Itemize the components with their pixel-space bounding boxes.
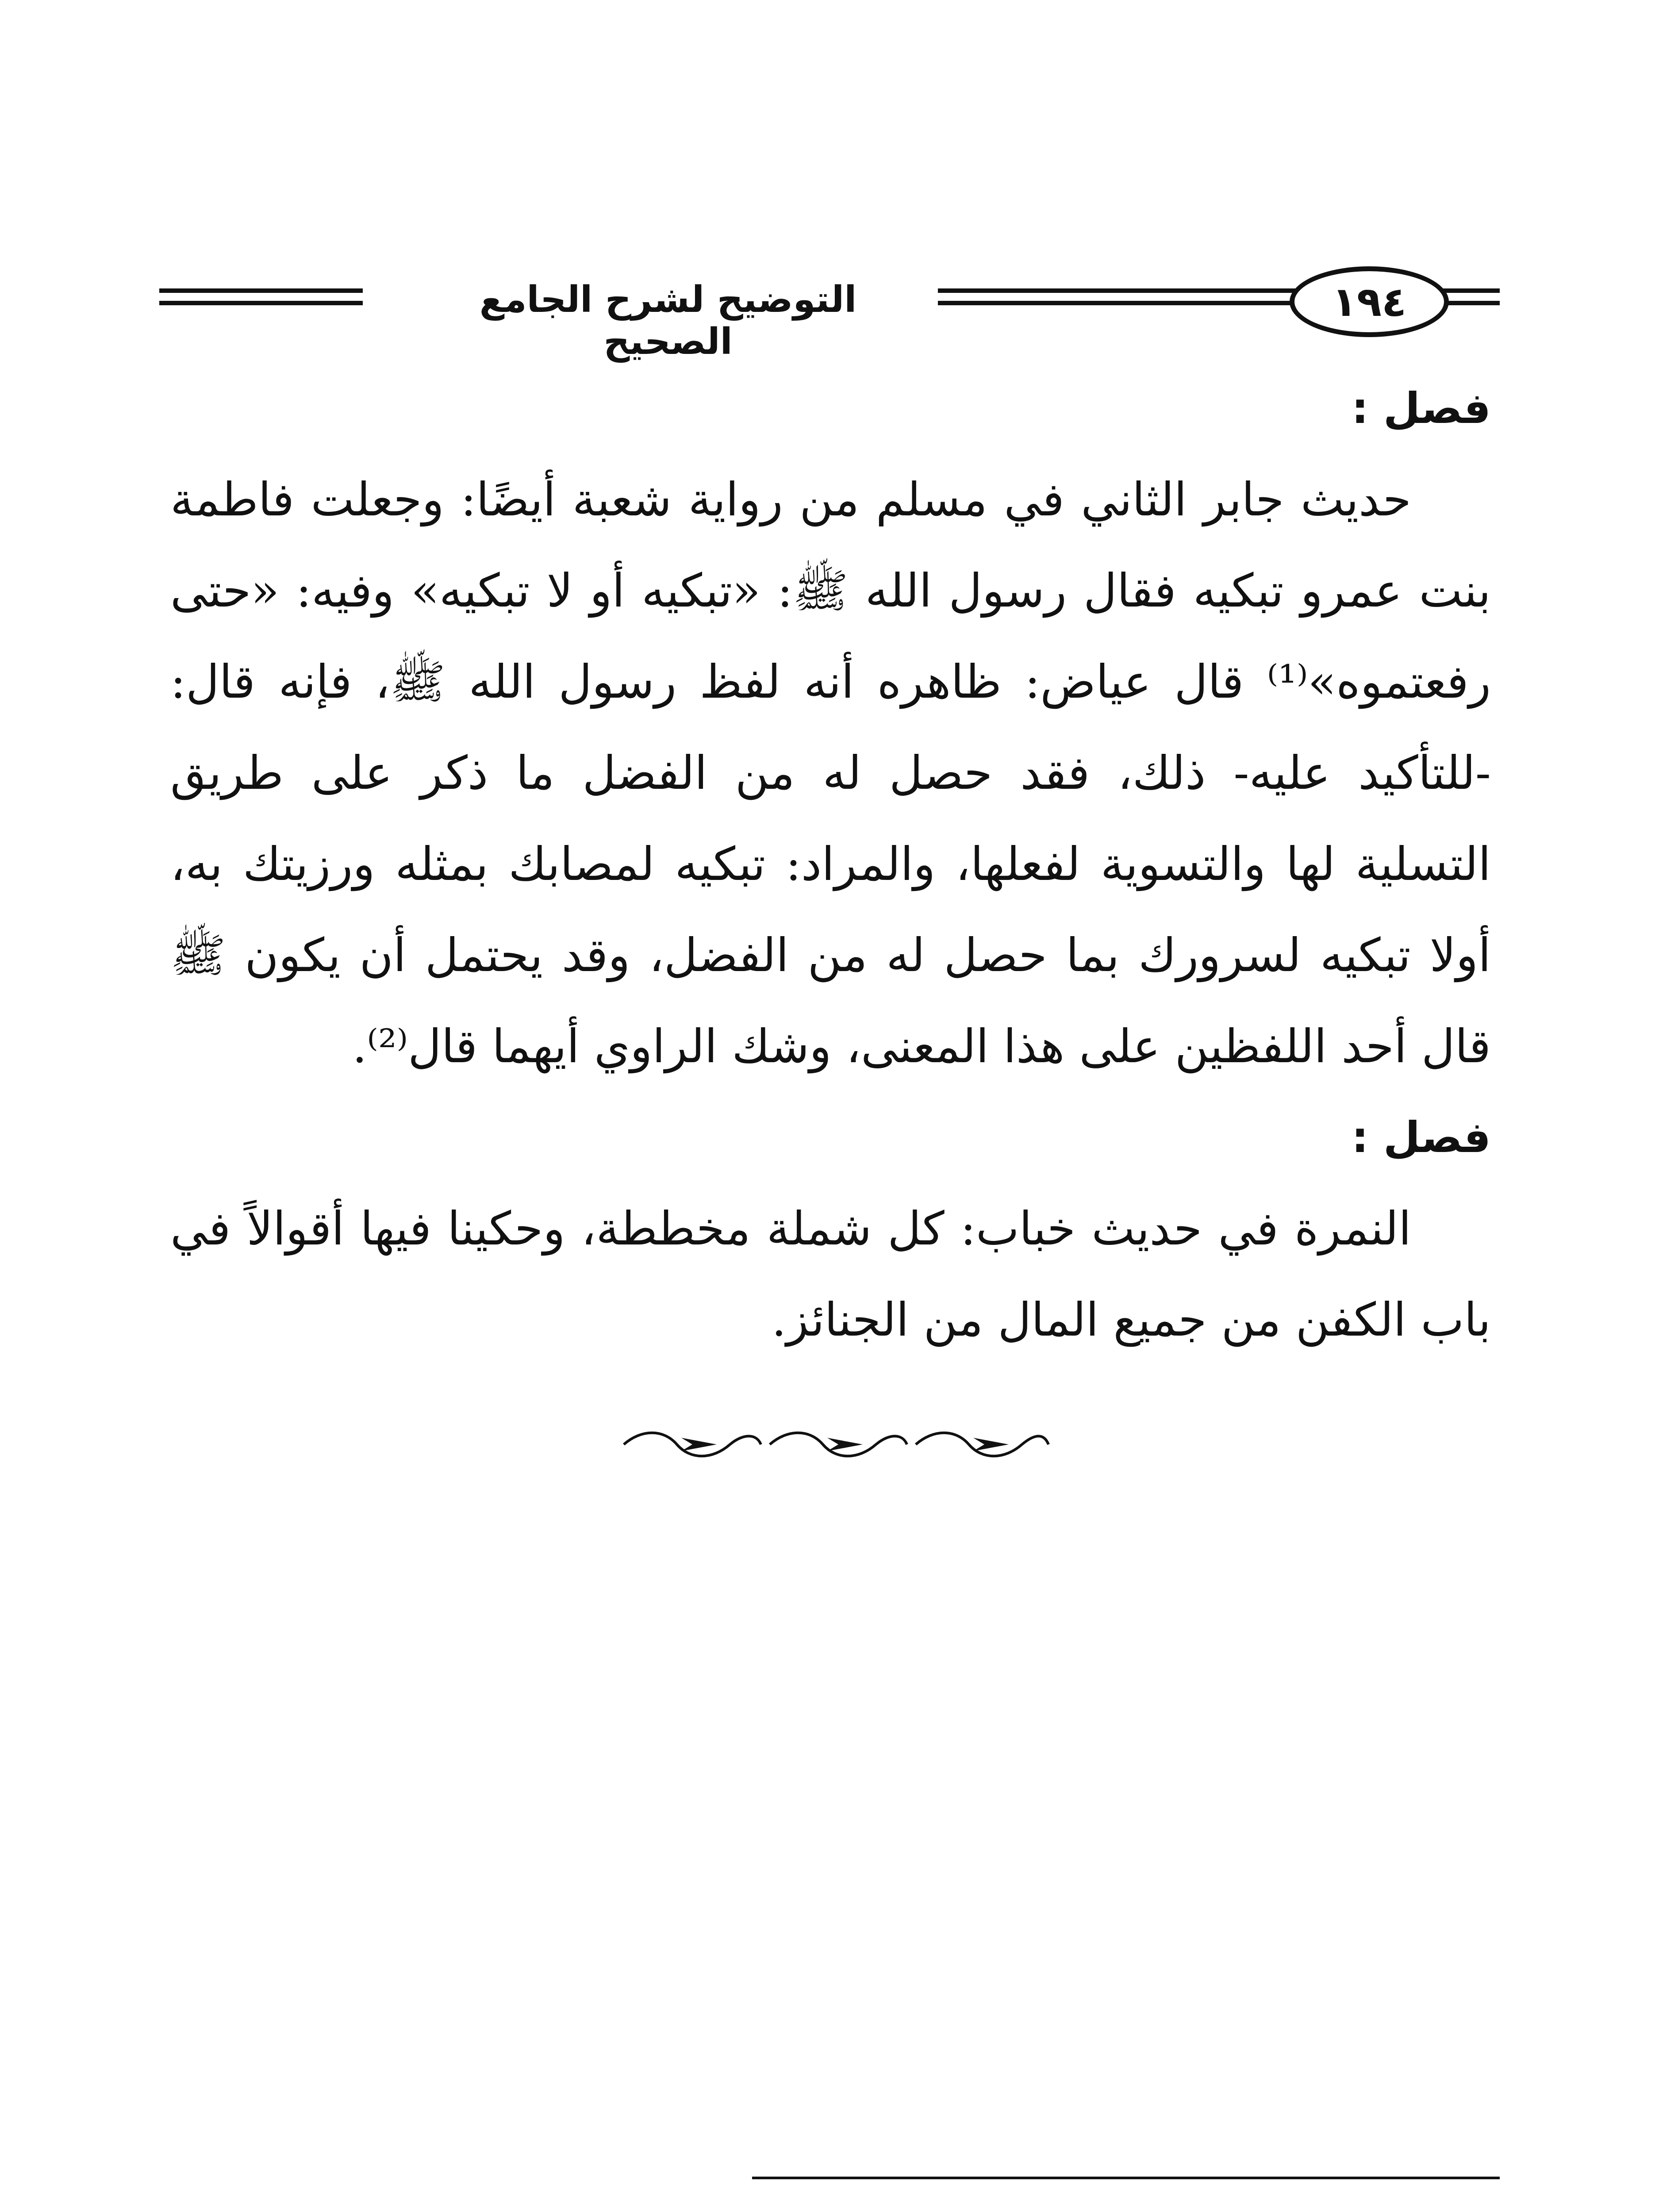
decorative-ornament	[615, 1425, 1057, 1464]
footnotes	[170, 2208, 1491, 2212]
footnote	[170, 2208, 1491, 2212]
page-number: ١٩٤	[1290, 266, 1449, 337]
header-rule-right-lower	[1449, 301, 1500, 305]
paragraph: حديث جابر الثاني في مسلم من رواية شعبة أيضًا: وجعلت فاطمة بنت عمرو تبكيه فقال رسول الله ﷺ: «تبكيه أو لا تبكيه» وفيه: «حتى رفعتموه»⁽¹⁾ قال عياض: ظاهره أنه لفظ رسول الله ﷺ، فإنه قال: -للتأكيد عليه- ذلك، فقد حصل له من الفضل ما ذكر على طريق التسلية لها والتسوية لفعلها، والمراد: تبكيه لمصابك بمثله ورزيتك به، أولا تبكيه لسرورك بما حصل له من الفضل، وقد يحتمل أن يكون ﷺ قال أحد اللفظين على هذا المعنى، وشك الراوي أيهما قال⁽²⁾.	[170, 472, 1491, 1073]
header-rule-left-upper	[159, 288, 363, 293]
header-rule-right-upper	[1449, 288, 1500, 293]
section-heading: فصل :	[1352, 384, 1491, 433]
header-rule-left-lower	[159, 301, 363, 305]
footnote-marker	[1402, 2208, 1491, 2212]
running-header	[159, 265, 1500, 363]
footnote-separator	[752, 2177, 1500, 2179]
section-heading: فصل :	[1352, 1113, 1491, 1162]
paragraph: النمرة في حديث خباب: كل شملة مخططة، وحكينا فيها أقوالاً في باب الكفن من جميع المال من الجنائز.	[170, 1202, 1491, 1347]
main-text	[170, 363, 1491, 1365]
running-title: التوضيح لشرح الجامع الصحيح	[479, 279, 857, 363]
